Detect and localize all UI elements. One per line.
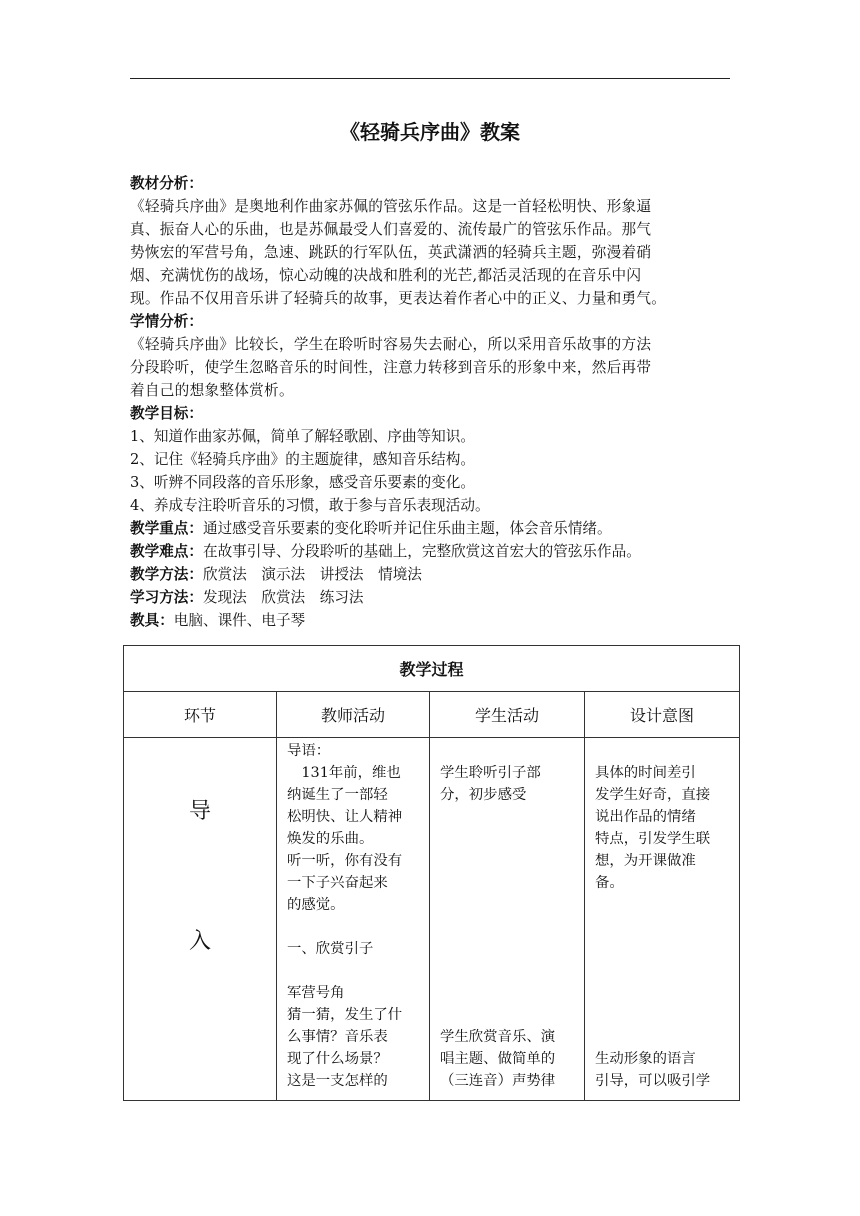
text-line: 学生聆听引子部 — [440, 765, 541, 781]
teacher-activity-cell — [277, 738, 430, 1101]
text-line: 一下子兴奋起来 — [287, 875, 388, 891]
inline-item — [130, 609, 735, 632]
text-line: 焕发的乐曲。 — [287, 831, 374, 847]
spacer — [440, 806, 576, 1026]
goal-item: 2、记住《轻骑兵序曲》的主题旋律，感知音乐结构。 — [130, 451, 475, 468]
text-line: 说出作品的情绪 — [595, 809, 696, 825]
stage-cell — [124, 738, 277, 1101]
text-line: 学生欣赏音乐、演 — [440, 1029, 556, 1045]
text-line: 烟、充满忧伤的战场，惊心动魄的决战和胜利的光芒,都活灵活现的在音乐中闪 — [130, 267, 642, 284]
text-line: 真、振奋人心的乐曲，也是苏佩最受人们喜爱的、流传最广的管弦乐作品。那气 — [130, 221, 652, 238]
text-line: 引导，可以吸引学 — [595, 1073, 711, 1089]
teaching-process-table — [123, 645, 740, 1101]
blank-line — [287, 960, 421, 982]
student-activity-cell — [430, 738, 585, 1101]
inline-label: 教学方法： — [130, 566, 203, 583]
spacer — [595, 894, 731, 1048]
blank-line — [287, 916, 421, 938]
inline-label: 教学重点： — [130, 520, 203, 537]
goal-item: 3、听辨不同段落的音乐形象，感受音乐要素的变化。 — [130, 474, 475, 491]
document-body — [130, 172, 735, 632]
inline-label: 教具： — [130, 612, 174, 629]
text-line: 《轻骑兵序曲》是奥地利作曲家苏佩的管弦乐作品。这是一首轻松明快、形象逼 — [130, 198, 652, 215]
column-header: 教师活动 — [277, 692, 430, 738]
text-line: 一、欣赏引子 — [287, 941, 374, 957]
text-line: 势恢宏的军营号角，急速、跳跃的行军队伍，英武潇洒的轻骑兵主题，弥漫着硝 — [130, 244, 652, 261]
text-line: 131年前，维也 — [287, 765, 401, 781]
inline-item — [130, 563, 735, 586]
inline-text: 电脑、课件、电子琴 — [173, 612, 306, 629]
design-intent-cell — [585, 738, 740, 1101]
column-header: 学生活动 — [430, 692, 585, 738]
inline-item — [130, 517, 735, 540]
text-line: 《轻骑兵序曲》比较长，学生在聆听时容易失去耐心，所以采用音乐故事的方法 — [130, 336, 652, 353]
text-line: 分段聆听，使学生忽略音乐的时间性，注意力转移到音乐的形象中来，然后再带 — [130, 359, 652, 376]
section-heading: 学情分析： — [130, 313, 203, 330]
text-line: 纳诞生了一部轻 — [287, 787, 388, 803]
text-line: 听一听，你有没有 — [287, 853, 403, 869]
inline-label: 学习方法： — [130, 589, 203, 606]
text-line: 军营号角 — [287, 985, 345, 1001]
stage-char: 导 — [188, 799, 211, 824]
inline-text: 欣赏法 演示法 讲授法 情境法 — [202, 566, 422, 583]
inline-label: 教学难点： — [130, 543, 203, 560]
inline-text: 发现法 欣赏法 练习法 — [202, 589, 364, 606]
text-line: 现。作品不仅用音乐讲了轻骑兵的故事，更表达着作者心中的正义、力量和勇气。 — [130, 290, 667, 307]
inline-text: 通过感受音乐要素的变化聆听并记住乐曲主题，体会音乐情绪。 — [202, 520, 612, 537]
text-line: 这是一支怎样的 — [287, 1073, 388, 1089]
text-line: 的感觉。 — [287, 897, 345, 913]
goal-item: 1、知道作曲家苏佩，简单了解轻歌剧、序曲等知识。 — [130, 428, 475, 445]
text-line: 备。 — [595, 875, 624, 891]
column-header: 环节 — [124, 692, 277, 738]
goal-item: 4、养成专注聆听音乐的习惯，敢于参与音乐表现活动。 — [130, 497, 490, 514]
section-heading: 教学目标： — [130, 405, 203, 422]
text-line: 着自己的想象整体赏析。 — [130, 382, 294, 399]
page-title: 《轻骑兵序曲》教案 — [340, 120, 520, 144]
stage-char: 入 — [188, 929, 211, 954]
text-line: 特点，引发学生联 — [595, 831, 711, 847]
column-header: 设计意图 — [585, 692, 740, 738]
text-line: 具体的时间差引 — [595, 765, 696, 781]
header-rule — [130, 78, 730, 79]
table-caption: 教学过程 — [124, 646, 740, 692]
text-line: 现了什么场景？ — [287, 1051, 388, 1067]
text-line: 猜一猜，发生了什 — [287, 1007, 403, 1023]
inline-item — [130, 540, 735, 563]
table-row — [124, 738, 740, 1101]
text-line: 生动形象的语言 — [595, 1051, 696, 1067]
text-line: 松明快、让人精神 — [287, 809, 403, 825]
text-line: 分，初步感受 — [440, 787, 527, 803]
text-line: 发学生好奇，直接 — [595, 787, 711, 803]
inline-text: 在故事引导、分段聆听的基础上，完整欣赏这首宏大的管弦乐作品。 — [202, 543, 641, 560]
section-heading: 教材分析： — [130, 175, 203, 192]
text-line: 想，为开课做准 — [595, 853, 696, 869]
text-line: （三连音）声势律 — [440, 1073, 556, 1089]
text-line: 么事情？音乐表 — [287, 1029, 388, 1045]
inline-item — [130, 586, 735, 609]
text-line: 唱主题、做简单的 — [440, 1051, 556, 1067]
text-line: 导语： — [287, 743, 331, 759]
